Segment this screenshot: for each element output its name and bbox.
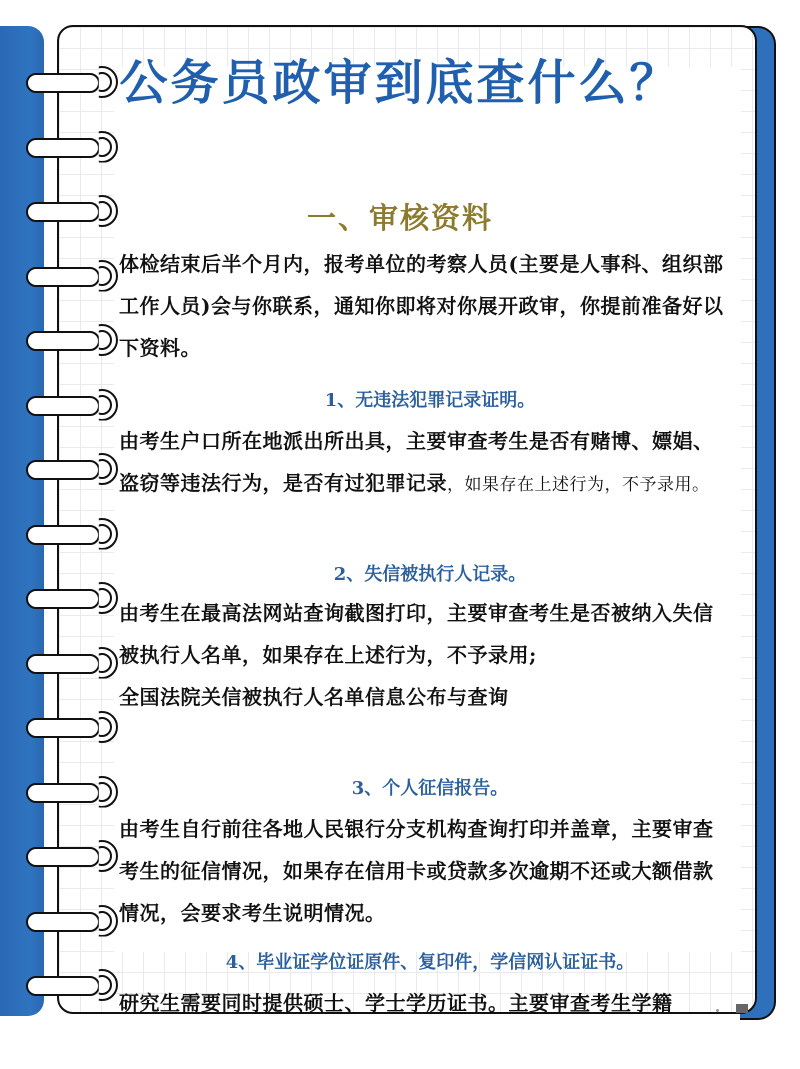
item-line — [119, 462, 759, 506]
item-line: 由考生在最高法网站查询截图打印，主要审查考生是否被纳入失信 — [119, 601, 714, 625]
page-title: 公务员政审到底查什么？ — [119, 55, 681, 111]
item-paragraph-4 — [119, 982, 759, 1024]
item-line: 情况，会要求考生说明情况。 — [119, 901, 386, 925]
binding-ring-icon — [26, 328, 110, 354]
item-line: 被执行人名单，如果存在上述行为，不予录用; — [119, 643, 537, 667]
binding-ring-icon — [26, 909, 110, 935]
intro-line: 工作人员)会与你联系，通知你即将对你展开政审，你提前准备好以 — [119, 294, 724, 318]
item-line: 由考生户口所在地派出所出具，主要审查考生是否有赌博、嫖娼、 — [119, 429, 714, 453]
intro-line: 下资料。 — [119, 336, 201, 360]
continuation-marker-icon — [736, 1004, 748, 1013]
item-paragraph-3 — [119, 808, 759, 934]
item-heading-3: 3、个人征信报告。 — [351, 778, 509, 799]
item-line-text: 盗窃等违法行为，是否有过犯罪记录 — [119, 471, 447, 495]
item-line: 由考生自行前往各地人民银行分支机构查询打印并盖章，主要审查 — [119, 817, 714, 841]
item-heading-4: 4、毕业证学位证原件、复印件，学信网认证证书。 — [225, 952, 635, 973]
item-paragraph-2 — [119, 592, 759, 718]
binding-ring-icon — [26, 973, 110, 999]
intro-paragraph — [119, 243, 759, 369]
item-paragraph-1 — [119, 420, 759, 506]
binding-ring-icon — [26, 715, 110, 741]
item-heading-1: 1、无违法犯罪记录证明。 — [324, 390, 536, 411]
item-line: 考生的征信情况，如果存在信用卡或贷款多次逾期不还或大额借款 — [119, 859, 714, 883]
binding-ring-icon — [26, 522, 110, 548]
ellipsis-dot — [716, 1009, 719, 1012]
binding-ring-icon — [26, 844, 110, 870]
binding-ring-icon — [26, 135, 110, 161]
item-line: 研究生需要同时提供硕士、学士学历证书。主要审查考生学籍 — [119, 991, 673, 1015]
binding-ring-icon — [26, 651, 110, 677]
binding-ring-icon — [26, 586, 110, 612]
section-heading: 一、审核资料 — [306, 201, 493, 235]
binding-ring-icon — [26, 264, 110, 290]
binding-ring-icon — [26, 457, 110, 483]
item-line-tail: ，如果存在上述行为，不予录用。 — [447, 475, 710, 495]
intro-line: 体检结束后半个月内，报考单位的考察人员(主要是人事科、组织部 — [119, 252, 724, 276]
item-heading-2: 2、失信被执行人记录。 — [333, 564, 527, 585]
item-line: 全国法院关信被执行人名单信息公布与查询 — [119, 685, 509, 709]
